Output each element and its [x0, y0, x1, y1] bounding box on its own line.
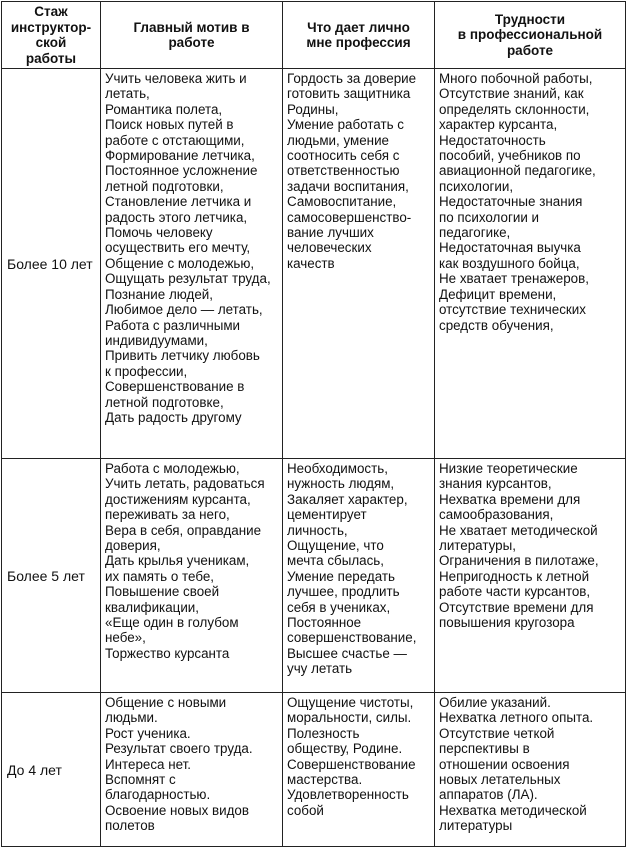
text-line: Ограничения в пилотаже, [439, 553, 599, 569]
text-line: Умение работать с [287, 117, 404, 133]
text-line: учу летать [287, 661, 353, 677]
text-line: человеческих [287, 240, 372, 256]
text-line: лучшее, продлить [287, 584, 400, 600]
text-line: Совершенствование [287, 756, 416, 772]
text-line: Становление летчика и [105, 194, 252, 210]
table-row [2, 693, 626, 847]
text-line: Нехватка методической [439, 802, 587, 818]
row-gives [283, 69, 435, 459]
text-line: Трудности [494, 11, 566, 27]
text-line: Непригодность к летной [439, 568, 590, 584]
text-line: определять склонности, [439, 101, 590, 117]
text-line: Формирование летчика, [105, 148, 255, 164]
text-line: Нехватка времени для [439, 491, 581, 507]
text-line: небе», [105, 630, 146, 646]
text-line: готовить защитника [287, 86, 411, 102]
text-line: Нехватка летного опыта. [439, 710, 594, 726]
text-line: обществу, Родине. [287, 741, 403, 757]
text-line: работы [25, 50, 77, 66]
text-line: личность, [287, 522, 348, 538]
text-line: к профессии, [105, 363, 188, 379]
row-stage: Более 5 лет [2, 459, 101, 693]
text-line: собой [287, 802, 324, 818]
header-experience [2, 2, 101, 69]
text-line: Родины, [287, 101, 339, 117]
text-line: Освоение новых видов [105, 802, 249, 818]
text-line: Отсутствие знаний, как [439, 86, 584, 102]
text-line: Постоянное усложнение [105, 163, 258, 179]
row-difficulties [435, 69, 626, 459]
text-line: нужность людям, [287, 476, 395, 492]
table-row [2, 459, 626, 693]
text-line: Помочь человеку [105, 225, 213, 241]
text-line: Гордость за доверие [287, 71, 417, 86]
text-line: людьми, умение [287, 132, 389, 148]
text-line: литературы [439, 818, 513, 834]
text-line: Низкие теоретические [439, 461, 578, 476]
text-line: мне профессия [306, 35, 411, 50]
text-line: инструктор- [10, 19, 92, 35]
text-line: психологии, [439, 178, 514, 194]
text-line: вание лучших [287, 225, 374, 241]
text-line: Вспомнят с [105, 772, 176, 788]
text-line: Дать крылья ученикам, [105, 553, 250, 569]
text-line: летать, [105, 86, 150, 102]
text-line: Торжество курсанта [105, 645, 230, 661]
text-line: Не хватает методической [439, 522, 598, 538]
text-line: литературы, [439, 538, 516, 554]
text-line: отсутствие технических [439, 302, 586, 318]
text-line: работе [168, 35, 215, 50]
text-line: Полезность [287, 725, 360, 741]
text-line: Удовлетворенность [287, 787, 409, 803]
text-line: качеств [287, 255, 335, 271]
table-body [2, 69, 626, 847]
text-line: Умение передать [287, 568, 395, 584]
text-line: соотносить себя с [287, 148, 400, 164]
text-line: людьми. [105, 710, 158, 726]
header-row [2, 2, 626, 69]
text-line: осуществить его мечту, [105, 240, 251, 256]
text-line: достижениям курсанта, [105, 491, 251, 507]
text-line: Необходимость, [287, 461, 388, 476]
text-line: совершенствование, [287, 630, 417, 646]
row-motive [101, 459, 283, 693]
text-line: мечта сбылась, [287, 553, 384, 569]
text-line: Дефицит времени, [439, 286, 557, 302]
text-line: отношении освоения [439, 756, 570, 772]
text-line: себя в учениках, [287, 599, 391, 615]
text-line: Рост ученика. [105, 725, 191, 741]
text-line: летной подготовке, [105, 394, 224, 410]
text-line: Ощущать результат труда, [105, 271, 271, 287]
text-line: Интереса нет. [105, 756, 191, 772]
text-line: Романтика полета, [105, 101, 223, 117]
text-line: Совершенствование в [105, 379, 245, 395]
text-line: Вера в себя, оправдание [105, 522, 262, 538]
text-line: Недостаточность [439, 132, 546, 148]
text-line: летной подготовки, [105, 178, 224, 194]
text-line: Общение с молодежью, [105, 255, 255, 271]
text-line: квалификации, [105, 599, 200, 615]
table-row [2, 69, 626, 459]
text-line: ответственностью [287, 163, 400, 179]
text-line: доверия, [105, 538, 161, 554]
header-gives [283, 2, 435, 69]
text-line: как воздушного бойца, [439, 255, 580, 271]
text-line: средств обучения, [439, 317, 554, 333]
header-difficulties [435, 2, 626, 69]
text-line: аппаратов (ЛА). [439, 787, 538, 803]
text-line: Результат своего труда. [105, 741, 253, 757]
text-line: пособий, учебников по [439, 148, 581, 164]
text-line: Дать радость другому [105, 409, 242, 425]
text-line: повышения кругозора [439, 615, 575, 631]
table-header [2, 2, 626, 69]
text-line: Отсутствие четкой [439, 725, 555, 741]
text-line: мастерства. [287, 772, 363, 788]
text-line: Учить летать, радоваться [105, 476, 265, 492]
experience-table [1, 1, 626, 847]
text-line: индивидуумами, [105, 332, 208, 348]
text-line: характер курсанта, [439, 117, 558, 133]
text-line: работе [506, 42, 554, 58]
text-line: Любимое дело — летать, [105, 302, 263, 318]
text-line: Обилие указаний. [439, 695, 551, 710]
row-gives [283, 693, 435, 847]
text-line: Стаж [34, 4, 68, 19]
header-motive [101, 2, 283, 69]
text-line: «Еще один в голубом [105, 615, 239, 631]
text-line: Самовоспитание, [287, 194, 397, 210]
row-motive [101, 693, 283, 847]
text-line: Работа с молодежью, [105, 461, 240, 476]
text-line: Познание людей, [105, 286, 213, 302]
text-line: педагогике, [439, 225, 511, 241]
text-line: в профессиональной [457, 27, 603, 43]
row-stage: До 4 лет [2, 693, 101, 847]
text-line: Главный мотив в [133, 19, 250, 35]
text-line: Недостаточная выучка [439, 240, 581, 256]
text-line: Не хватает тренажеров, [439, 271, 589, 287]
text-line: Что дает лично [307, 19, 410, 35]
text-line: работе части курсантов, [439, 584, 591, 600]
text-line: новых летательных [439, 772, 561, 788]
text-line: Высшее счастье — [287, 645, 407, 661]
text-line: Ощущение, что [287, 538, 384, 554]
text-line: задачи воспитания, [287, 178, 409, 194]
text-line: Повышение своей [105, 584, 220, 600]
text-line: их память о тебе, [105, 568, 215, 584]
row-stage: Более 10 лет [2, 69, 101, 459]
text-line: Постоянное [287, 615, 362, 631]
text-line: перспективы в [439, 741, 530, 757]
text-line: благодарностью. [105, 787, 211, 803]
text-line: Ощущение чистоты, [287, 695, 414, 710]
text-line: цементирует [287, 507, 367, 523]
text-line: самообразования, [439, 507, 554, 523]
text-line: Работа с различными [105, 317, 241, 333]
text-line: по психологии и [439, 209, 539, 225]
text-line: Недостаточные знания [439, 194, 583, 210]
text-line: авиационной педагогике, [439, 163, 596, 179]
text-line: моральности, силы. [287, 710, 412, 726]
row-motive [101, 69, 283, 459]
text-line: переживать за него, [105, 507, 230, 523]
text-line: Поиск новых путей в [105, 117, 234, 133]
text-line: Отсутствие времени для [439, 599, 594, 615]
text-line: Учить человека жить и [105, 71, 247, 86]
text-line: Много побочной работы, [439, 71, 593, 86]
text-line: Общение с новыми [105, 695, 227, 710]
row-difficulties [435, 693, 626, 847]
text-line: знания курсантов, [439, 476, 552, 492]
row-gives [283, 459, 435, 693]
text-line: ской [35, 35, 67, 50]
text-line: самосовершенство- [287, 209, 412, 225]
text-line: работе с отстающими, [105, 132, 245, 148]
text-line: Закаляет характер, [287, 491, 408, 507]
text-line: полетов [105, 818, 155, 834]
text-line: Привить летчику любовь [105, 348, 260, 364]
row-difficulties [435, 459, 626, 693]
text-line: радость этого летчика, [105, 209, 248, 225]
